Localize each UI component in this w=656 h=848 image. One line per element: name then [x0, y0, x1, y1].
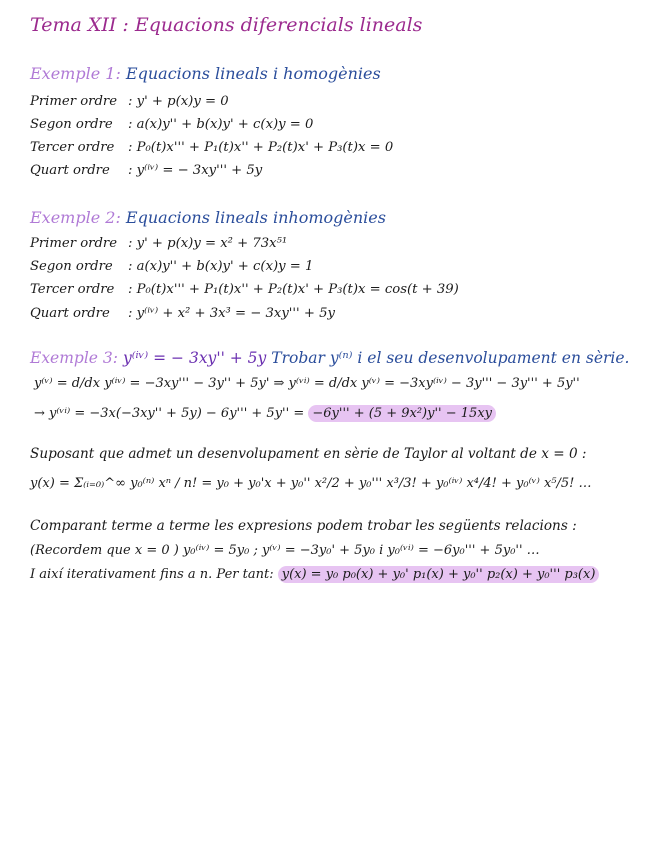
- derivation-line-2: [34, 406, 496, 421]
- example-1-heading: [30, 64, 381, 83]
- conclusion-line-3: [30, 567, 599, 582]
- ex1-row-3: [30, 140, 393, 155]
- example-2-title: Equacions lineals inhomogènies: [125, 208, 386, 227]
- ex1-row-2-equation: : a(x)y'' + b(x)y' + c(x)y = 0: [128, 117, 314, 132]
- ex1-row-2-key: Segon ordre: [30, 117, 113, 132]
- ex1-row-4-key: Quart ordre: [30, 163, 110, 178]
- ex1-row-3-key: Tercer ordre: [30, 140, 115, 155]
- ex2-row-1-key: Primer ordre: [30, 236, 117, 251]
- taylor-series-formula: y(x) = Σ₍ᵢ₌₀₎^∞ y₀⁽ⁿ⁾ xⁿ / n! = y₀ + y₀'x + y₀'' x²/2 + y₀''' x³/3! + y₀⁽ⁱᵛ⁾ x⁴/4! + y₀⁽ᵛ⁾ x⁵/5! …: [30, 476, 592, 491]
- ex1-row-3-equation: : P₀(t)x''' + P₁(t)x'' + P₂(t)x' + P₃(t)x = 0: [128, 140, 394, 155]
- derivation-line-2-lhs: → y⁽ᵛⁱ⁾ = −3x(−3xy'' + 5y) − 6y''' + 5y'' =: [34, 406, 305, 421]
- example-2-heading: [30, 208, 386, 227]
- ex1-row-1: [30, 94, 229, 109]
- example-3-task: Trobar y⁽ⁿ⁾ i el seu desenvolupament en sèrie.: [271, 349, 630, 367]
- ex2-row-1-equation: : y' + p(x)y = x² + 73x⁵¹: [128, 236, 288, 251]
- example-3-equation: y⁽ⁱᵛ⁾ = − 3xy'' + 5y: [122, 349, 267, 367]
- ex2-row-3-key: Tercer ordre: [30, 282, 115, 297]
- ex2-row-4-equation: : y⁽ⁱᵛ⁾ + x² + 3x³ = − 3xy''' + 5y: [128, 306, 335, 321]
- conclusion-line-3-text: I així iterativament fins a n. Per tant:: [30, 567, 274, 582]
- ex1-row-2: [30, 117, 313, 132]
- derivation-result-highlight: −6y''' + (5 + 9x²)y'' − 15xy: [308, 405, 496, 422]
- example-1-title: Equacions lineals i homogènies: [125, 64, 381, 83]
- ex2-row-2-equation: : a(x)y'' + b(x)y' + c(x)y = 1: [128, 259, 314, 274]
- example-1-label: Exemple 1:: [30, 64, 121, 83]
- ex1-row-1-key: Primer ordre: [30, 94, 117, 109]
- ex2-row-1: [30, 236, 287, 251]
- ex1-row-4-equation: : y⁽ⁱᵛ⁾ = − 3xy''' + 5y: [128, 163, 263, 178]
- ex1-row-4: [30, 163, 262, 178]
- ex2-row-2: [30, 259, 313, 274]
- example-2-label: Exemple 2:: [30, 208, 121, 227]
- page-title: Tema XII : Equacions diferencials lineals: [30, 14, 423, 36]
- ex2-row-3: [30, 282, 459, 297]
- example-3-label: Exemple 3:: [30, 349, 118, 367]
- ex2-row-4-key: Quart ordre: [30, 306, 110, 321]
- conclusion-relations: (Recordem que x = 0 ) y₀⁽ⁱᵛ⁾ = 5y₀ ; y⁽ᵛ⁾ = −3y₀' + 5y₀ i y₀⁽ᵛⁱ⁾ = −6y₀''' + 5y₀'' …: [30, 543, 540, 558]
- ex1-row-1-equation: : y' + p(x)y = 0: [128, 94, 229, 109]
- example-3-heading: [30, 349, 629, 367]
- ex2-row-4: [30, 306, 335, 321]
- ex2-row-2-key: Segon ordre: [30, 259, 113, 274]
- ex2-row-3-equation: : P₀(t)x''' + P₁(t)x'' + P₂(t)x' + P₃(t)x = cos(t + 39): [128, 282, 459, 297]
- conclusion-line-1: Comparant terme a terme les expresions podem trobar les següents relacions :: [30, 518, 577, 534]
- series-intro: Suposant que admet un desenvolupament en sèrie de Taylor al voltant de x = 0 :: [30, 446, 587, 462]
- derivation-line-1: y⁽ᵛ⁾ = d/dx y⁽ⁱᵛ⁾ = −3xy''' − 3y'' + 5y' ⇒ y⁽ᵛⁱ⁾ = d/dx y⁽ᵛ⁾ = −3xy⁽ⁱᵛ⁾ − 3y''' − 3y''' + 5y'': [34, 376, 580, 391]
- final-result-highlight: y(x) = y₀ p₀(x) + y₀' p₁(x) + y₀'' p₂(x) + y₀''' p₃(x): [278, 566, 600, 583]
